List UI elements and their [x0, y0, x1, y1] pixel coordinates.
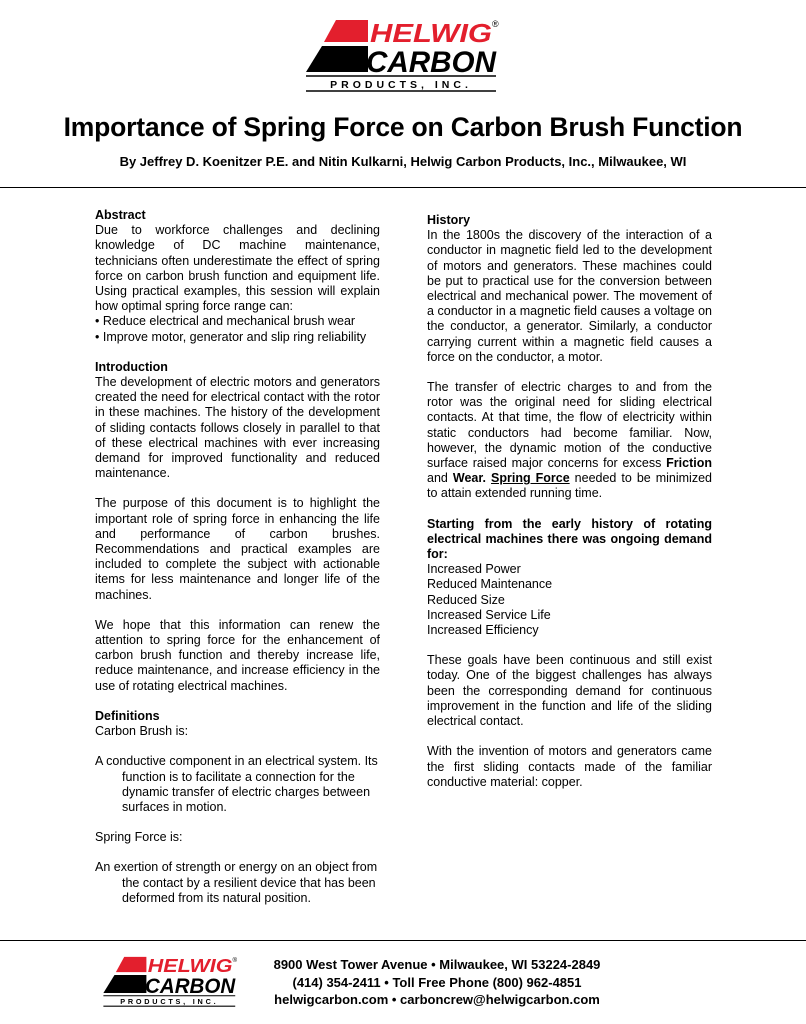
logo-red-block — [324, 20, 368, 42]
right-column — [427, 213, 712, 805]
abstract-body: Due to workforce challenges and declining knowledge of DC machine maintenance, technicians often underestimate the effect of spring force on carbon brush function and equipment life. Using practical examples, this session will explain how optimal spring force range can: — [95, 223, 380, 314]
logo-helwig-text: HELWIG — [370, 18, 492, 48]
history-section — [427, 213, 712, 502]
abstract-section — [95, 208, 380, 345]
helwig-carbon-logo — [304, 16, 500, 92]
demand-heading: Starting from the early history of rotating electrical machines there was ongoing demand for: — [427, 516, 712, 562]
footer-contact — [262, 956, 612, 1009]
abstract-heading: Abstract — [95, 208, 146, 222]
footer-address: 8900 West Tower Avenue • Milwaukee, WI 53224-2849 — [273, 957, 601, 972]
definition-term: Spring Force is: — [95, 830, 183, 845]
goals-paragraph: These goals have been continuous and still exist today. One of the biggest challenges has always been the corresponding demand for continuous improvement in the function and life of the sliding electrical contact. — [427, 653, 712, 729]
intro-paragraph: The purpose of this document is to highlight the important role of spring force in enhancing the life and performance of carbon brushes. Recommendations and practical examples are included to complete the subject with actionable items for less maintenance and longer life of the machines. — [95, 496, 380, 602]
demand-list — [427, 562, 712, 638]
spring-force-term: Spring Force — [491, 471, 570, 486]
intro-paragraph: We hope that this information can renew the attention to spring force for the enhancement of carbon brush function and thereby increase life, reduce maintenance, and increase efficiency in the use of rotating electrical machines. — [95, 617, 380, 693]
introduction-heading: Introduction — [95, 359, 168, 374]
logo-registered-mark: ® — [492, 19, 499, 29]
history-heading: History — [427, 213, 471, 227]
document-title: Importance of Spring Force on Carbon Brush Function — [63, 112, 743, 142]
footer-divider — [0, 940, 806, 941]
footer-logo-carbon-text: CARBON — [145, 974, 237, 998]
logo-black-wedge — [306, 46, 368, 72]
abstract-bullet: • Improve motor, generator and slip ring reliability — [95, 329, 367, 344]
definition-term: Carbon Brush is: — [95, 724, 189, 739]
demand-section — [427, 517, 712, 639]
demand-item: Increased Service Life — [427, 607, 551, 622]
demand-item: Reduced Size — [427, 592, 505, 607]
intro-paragraph: The development of electric motors and generators created the need for electrical contact with the rotor in these machines. The history of the development of sliding contacts follows closely in parallel to that of these electrical machines with ever increasing demand for improved functionality and reduced maintenance. — [95, 375, 380, 481]
logo-carbon-text: CARBON — [366, 46, 498, 79]
footer-logo — [102, 953, 238, 1008]
wear-term: Wear. — [452, 471, 486, 486]
history-text: The transfer of electric charges to and from the rotor was the original need for sliding electrical contacts. At that time, the flow of electricity within static conductors had become familiar. Now, however, the dynamic motion of the conductive surface raised major concerns for excess — [427, 380, 712, 471]
abstract-bullet: • Reduce electrical and mechanical brush wear — [95, 314, 356, 329]
definition-body: An exertion of strength or energy on an object from the contact by a resilient device that has been deformed from its natural position. — [95, 860, 378, 905]
header-divider — [0, 187, 806, 188]
abstract-bullets — [95, 314, 380, 344]
history-paragraph-friction — [427, 380, 712, 502]
footer-phone: (414) 354-2411 • Toll Free Phone (800) 962-4851 — [292, 974, 582, 990]
demand-item: Increased Efficiency — [427, 623, 539, 638]
footer-logo-helwig-text: HELWIG — [147, 956, 233, 977]
definitions-heading: Definitions — [95, 708, 160, 723]
byline: By Jeffrey D. Koenitzer P.E. and Nitin Kulkarni, Helwig Carbon Products, Inc., Milwaukee, WI — [119, 154, 687, 169]
footer-logo-products-text: PRODUCTS, INC. — [120, 997, 219, 1007]
footer-logo-registered-mark: ® — [232, 956, 238, 964]
history-text: and — [427, 471, 453, 486]
demand-item: Reduced Maintenance — [427, 577, 553, 592]
history-paragraph: In the 1800s the discovery of the interaction of a conductor in magnetic field led to the development of motors and generators. These machines could be put to practical use for the conversion between electrical and mechanical power. The movement of a conductor in a magnetic field causes a voltage on the conductor, a generator. Similarly, a conductor carrying current within a magnetic field causes a force on the conductor, a motor. — [427, 228, 712, 364]
definitions-section — [95, 709, 380, 906]
logo-products-text: PRODUCTS, INC. — [330, 79, 472, 91]
demand-item: Increased Power — [427, 562, 521, 577]
history-text: needed to be minimized to attain extended running time. — [427, 471, 712, 501]
introduction-section — [95, 360, 380, 694]
definition-body: A conductive component in an electrical system. Its function is to facilitate a connection for the dynamic transfer of electric charges between surfaces in motion. — [95, 754, 378, 814]
footer-web-email[interactable]: helwigcarbon.com • carboncrew@helwigcarbon.com — [274, 992, 600, 1007]
left-column — [95, 208, 380, 921]
friction-term: Friction — [666, 456, 712, 471]
invention-paragraph: With the invention of motors and generators came the first sliding contacts made of the familiar conductive material: copper. — [427, 744, 712, 789]
